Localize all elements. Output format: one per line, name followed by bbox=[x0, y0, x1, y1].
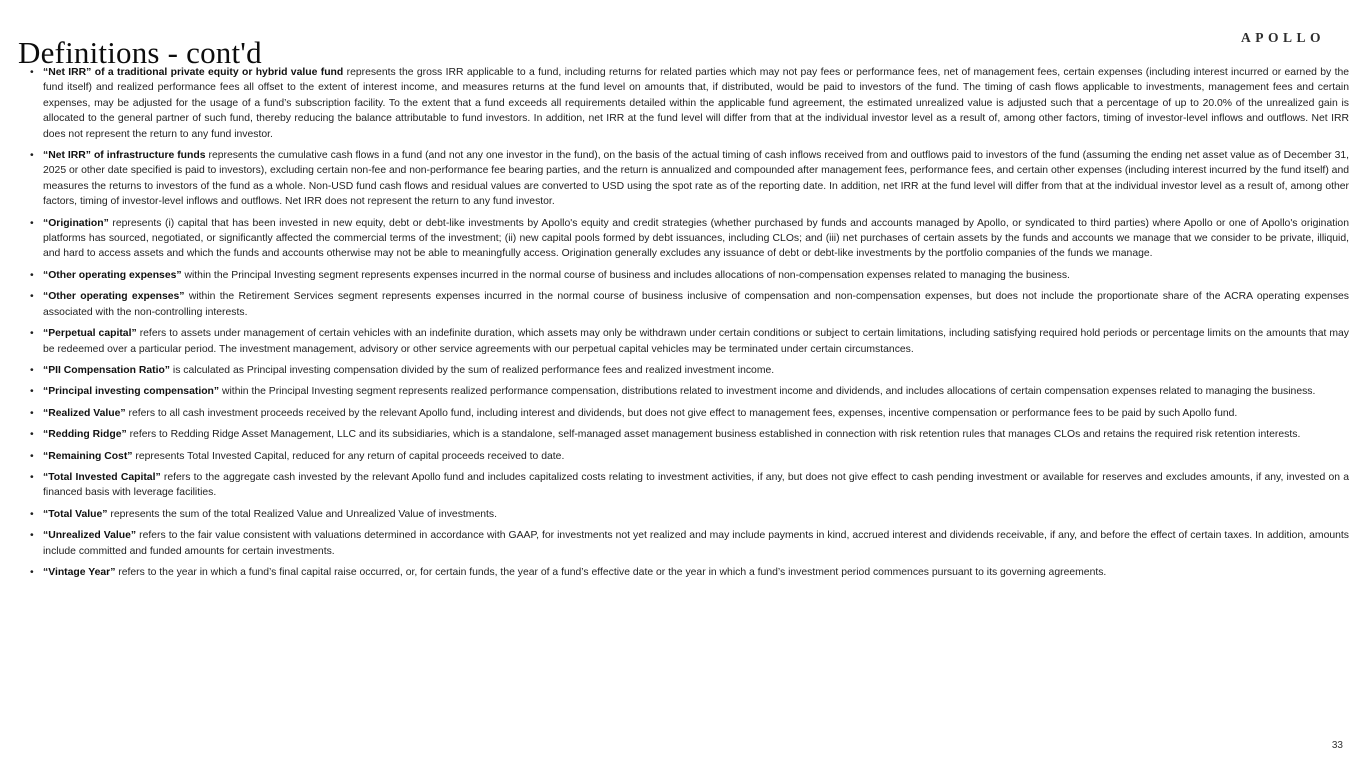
definition-term: “Total Value” bbox=[43, 508, 108, 520]
apollo-logo: APOLLO bbox=[1240, 30, 1325, 45]
definition-term: “PII Compensation Ratio” bbox=[43, 364, 171, 376]
definition-term: “Perpetual capital” bbox=[43, 328, 137, 340]
definition-text: represents (i) capital that has been invested in new equity, debt or debt-like investments by Apollo's equity and credit strategies (whether purchased by funds and accounts managed by Apollo, or syndicated to third parties) where Apollo or one of Apollo's origination platforms has sourced, negotiated, or significantly affected the commercial terms of the investment; (ii) new capital pools formed by debt issuances, including CLOs; and (iii) net purchases of certain assets by the funds and accounts we manage that we consider to be private, illiquid, and hard to access assets and which the funds and accounts otherwise may not be able to meaningfully access. Origination generally excludes any issuance of debt or debt-like investments by the portfolio companies of the funds we manage. bbox=[43, 217, 1349, 260]
definition-text: within the Principal Investing segment represents expenses incurred in the normal course of business and includes allocations of non-compensation expenses related to managing the business. bbox=[184, 269, 1070, 281]
definition-item bbox=[30, 565, 1349, 580]
definition-term: “Redding Ridge” bbox=[43, 429, 127, 441]
definition-term: “Other operating expenses” bbox=[43, 291, 185, 303]
definition-text: is calculated as Principal investing compensation divided by the sum of realized performance fees and realized investment income. bbox=[172, 364, 775, 376]
definition-term: “Realized Value” bbox=[43, 407, 126, 419]
definition-term: “Principal investing compensation” bbox=[43, 386, 220, 398]
definition-term: “Other operating expenses” bbox=[43, 269, 182, 281]
definition-term: “Origination” bbox=[43, 217, 109, 229]
page-title: Definitions - cont'd bbox=[18, 34, 262, 70]
definition-term: “Remaining Cost” bbox=[43, 450, 133, 462]
definition-item bbox=[30, 449, 1349, 464]
definition-item bbox=[30, 384, 1349, 399]
definition-item bbox=[30, 507, 1349, 522]
definition-text: refers to the aggregate cash invested by the relevant Apollo fund and includes capitalized costs relating to investment activities, if any, but does not give effect to cash pending investment or available for reserves and excludes amounts, if any, invested on a financed basis with leverage facilities. bbox=[43, 471, 1349, 499]
definition-item bbox=[30, 363, 1349, 378]
definition-term: “Total Invested Capital” bbox=[43, 471, 161, 483]
definition-text: refers to assets under management of certain vehicles with an indefinite duration, which assets may only be withdrawn under certain conditions or subject to certain limitations, including satisfying required hold periods or percentage limits on the amounts that may be redeemed over a particular period. The investment management, advisory or other service agreements with our perpetual capital vehicles may be terminated under certain circumstances. bbox=[43, 328, 1350, 355]
definition-term: “Unrealized Value” bbox=[43, 530, 137, 542]
definition-item bbox=[30, 470, 1349, 501]
definition-item bbox=[30, 528, 1349, 559]
definition-item bbox=[30, 268, 1349, 283]
definition-text: represents the sum of the total Realized Value and Unrealized Value of investments. bbox=[110, 508, 497, 520]
definition-text: within the Principal Investing segment represents realized performance compensation, distributions related to investment income and dividends, and includes allocations of certain compensation expenses related to managing the business. bbox=[222, 386, 1316, 398]
definition-text: represents the cumulative cash flows in a fund (and not any one investor in the fund), on the basis of the actual timing of cash inflows received from and outflows paid to investors of the fund (assuming the ending net asset value as of December 31, 2025 or other date specified is paid to investors), excluding certain non-fee and non-performance fee bearing parties, and the return is annualized and compounded after management fees, performance fees, and certain other expenses (including interest incurred by the fund itself) and measures the returns to investors of the fund as a whole. Non-USD fund cash flows and residual values are converted to USD using the spot rate as of the reporting date. In addition, net IRR at the fund level will differ from that at the individual investor level as a result of, among other factors, timing of investor-level inflows and outflows. Net IRR does not represent the return to any fund investor. bbox=[43, 150, 1350, 208]
definition-term: “Net IRR” of a traditional private equity or hybrid value fund bbox=[43, 67, 344, 78]
definition-text: within the Retirement Services segment represents expenses incurred in the normal course of business inclusive of compensation and non-compensation expenses, but does not include the proportionate share of the ACRA operating expenses associated with the non-controlling interests. bbox=[43, 291, 1349, 318]
definition-item bbox=[30, 216, 1349, 262]
definition-text: refers to the fair value consistent with valuations determined in accordance with GAAP, for investments not yet realized and may include payments in kind, accrued interest and dividends receivable, if any, and before the effect of certain taxes. In addition, amounts include committed and funded amounts for certain investments. bbox=[43, 530, 1349, 557]
definition-text: refers to the year in which a fund’s final capital raise occurred, or, for certain funds, the year of a fund’s effective date or the year in which a fund’s investment period commences pursuant to its governing agreements. bbox=[118, 566, 1107, 578]
definition-text: refers to Redding Ridge Asset Management, LLC and its subsidiaries, which is a standalone, self-managed asset management business established in connection with risk retention rules that manages CLOs and retains the required risk retention interests. bbox=[129, 429, 1301, 441]
definition-item bbox=[30, 406, 1349, 421]
definition-text: refers to all cash investment proceeds received by the relevant Apollo fund, including interest and dividends, but does not give effect to management fees, expenses, incentive compensation or performance fees to be paid by such Apollo fund. bbox=[128, 407, 1238, 419]
definition-item bbox=[30, 65, 1349, 142]
definition-item bbox=[30, 326, 1349, 357]
definition-item bbox=[30, 427, 1349, 442]
definition-text: represents the gross IRR applicable to a fund, including returns for related parties which may not pay fees or performance fees, net of management fees, certain expenses (including interest incurred or earned by the fund itself) and realized performance fees all offset to the extent of interest income, and measures returns at the fund level on amounts that, if distributed, would be paid to investors of the fund. The timing of cash flows applicable to investments, management fees and certain expenses, may be adjusted for the usage of a fund’s subscription facility. To the extent that a fund exceeds all requirements detailed within the applicable fund agreement, the estimated unrealized value is adjusted such that a percentage of up to 20.0% of the unrealized gain is allocated to the general partner of such fund, thereby reducing the balance attributable to fund investors. In addition, net IRR at the fund level will differ from that at the individual investor level as a result of, among other factors, timing of investor-level inflows and outflows. Net IRR does not represent the return to any fund investor. bbox=[43, 67, 1350, 140]
definition-item bbox=[30, 289, 1349, 320]
definition-item bbox=[30, 148, 1349, 210]
definitions-list bbox=[30, 65, 1349, 586]
page-number: 33 bbox=[1331, 740, 1343, 751]
definition-text: represents Total Invested Capital, reduced for any return of capital proceeds received to date. bbox=[135, 450, 565, 462]
definition-term: “Vintage Year” bbox=[43, 566, 116, 578]
definition-term: “Net IRR” of infrastructure funds bbox=[43, 150, 206, 162]
